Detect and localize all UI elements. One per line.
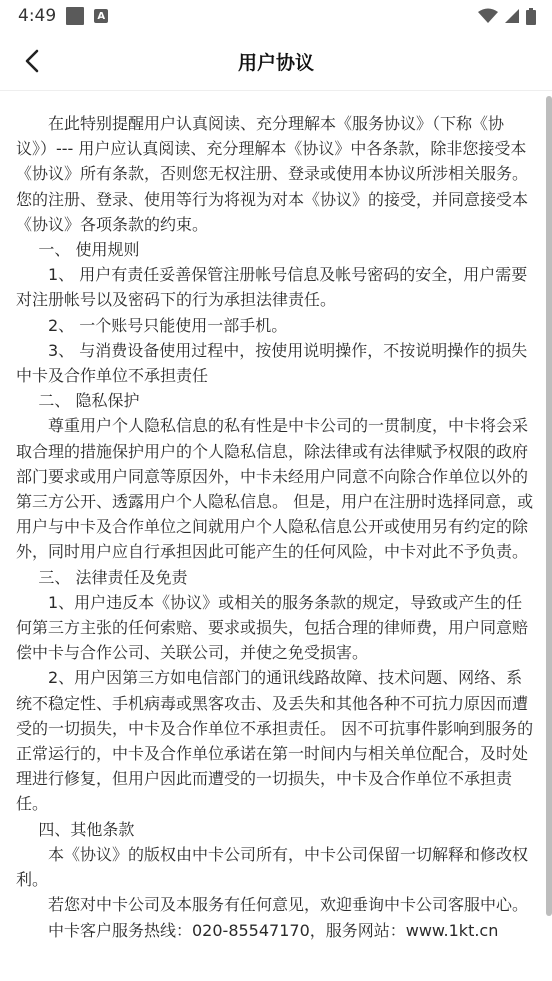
a-badge-icon: A [94,9,108,23]
agreement-paragraph: 2、用户因第三方如电信部门的通讯线路故障、技术问题、网络、系统不稳定性、手机病毒或黑客攻击、及丢失和其他各种不可抗力原因而遭受的一切损失，中卡及合作单位不承担责任。 因不可抗事件影响到服务的正常运行的，中卡及合作单位承诺在第一时间内与相关单位配合，及时处理进行修复，但用户因此而遭受的一切损失，中卡及合作单位不承担责任。 [16,668,534,814]
back-button[interactable] [12,40,52,82]
section-heading: 三、 法律责任及免责 [38,567,188,587]
agreement-paragraph: 本《协议》的版权由中卡公司所有，中卡公司保留一切解释和修改权利。 [16,844,529,890]
status-right [478,8,536,25]
agreement-paragraph: 1、用户违反本《协议》或相关的服务条款的规定，导致或产生的任何第三方主张的任何索赔、要求或损失，包括合理的律师费，用户同意赔偿中卡与合作公司、关联公司，并使之免受损害。 [16,592,529,663]
agreement-paragraph: 在此特别提醒用户认真阅读、充分理解本《服务协议》（下称《协议》）--- 用户应认真阅读、充分理解本《协议》中各条款，除非您接受本《协议》所有条款，否则您无权注册、登录或使用本协议所涉相关服务。您的注册、登录、使用等行为将视为对本《协议》的接受，并同意接受本《协议》各项条款的约束。 [16,114,529,234]
square-icon [66,7,84,25]
section-heading: 一、 使用规则 [38,240,140,260]
chevron-left-icon [24,49,40,73]
status-time: 4:49 [18,6,57,26]
agreement-paragraph: 1、 用户有责任妥善保管注册帐号信息及帐号密码的安全，用户需要对注册帐号以及密码下的行为承担法律责任。 [16,265,528,310]
section-heading: 二、 隐私保护 [38,391,140,411]
agreement-text [0,91,552,943]
agreement-paragraph: 2、 一个账号只能使用一部手机。 [48,315,288,335]
agreement-paragraph: 尊重用户个人隐私信息的私有性是中卡公司的一贯制度，中卡将会采取合理的措施保护用户的个人隐私信息，除法律或有法律赋予权限的政府部门要求或用户同意等原因外，中卡未经用户同意不向除合作单位以外的第三方公开、透露用户个人隐私信息。 但是，用户在注册时选择同意，或用户与中卡及合作单位之间就用户个人隐私信息公开或使用另有约定的除外，同时用户应自行承担因此可能产生的任何风险，中卡对此不予负责。 [16,416,534,562]
section-heading: 四、其他条款 [38,819,135,839]
agreement-paragraph: 若您对中卡公司及本服务有任何意见，欢迎垂询中卡公司客服中心。 [48,895,529,915]
scrollbar[interactable] [546,96,552,916]
agreement-scroll-area[interactable] [0,91,552,981]
agreement-paragraph: 中卡客户服务热线：020-85547170，服务网站：www.1kt.cn [48,920,499,940]
agreement-paragraph: 3、 与消费设备使用过程中，按使用说明操作，不按说明操作的损失中卡及合作单位不承担责任 [16,340,528,386]
status-left [18,6,108,26]
battery-icon [526,8,536,25]
signal-icon [504,8,520,24]
wifi-icon [478,8,498,24]
page-title: 用户协议 [237,51,314,74]
app-bar [0,32,552,91]
status-bar [0,0,552,32]
